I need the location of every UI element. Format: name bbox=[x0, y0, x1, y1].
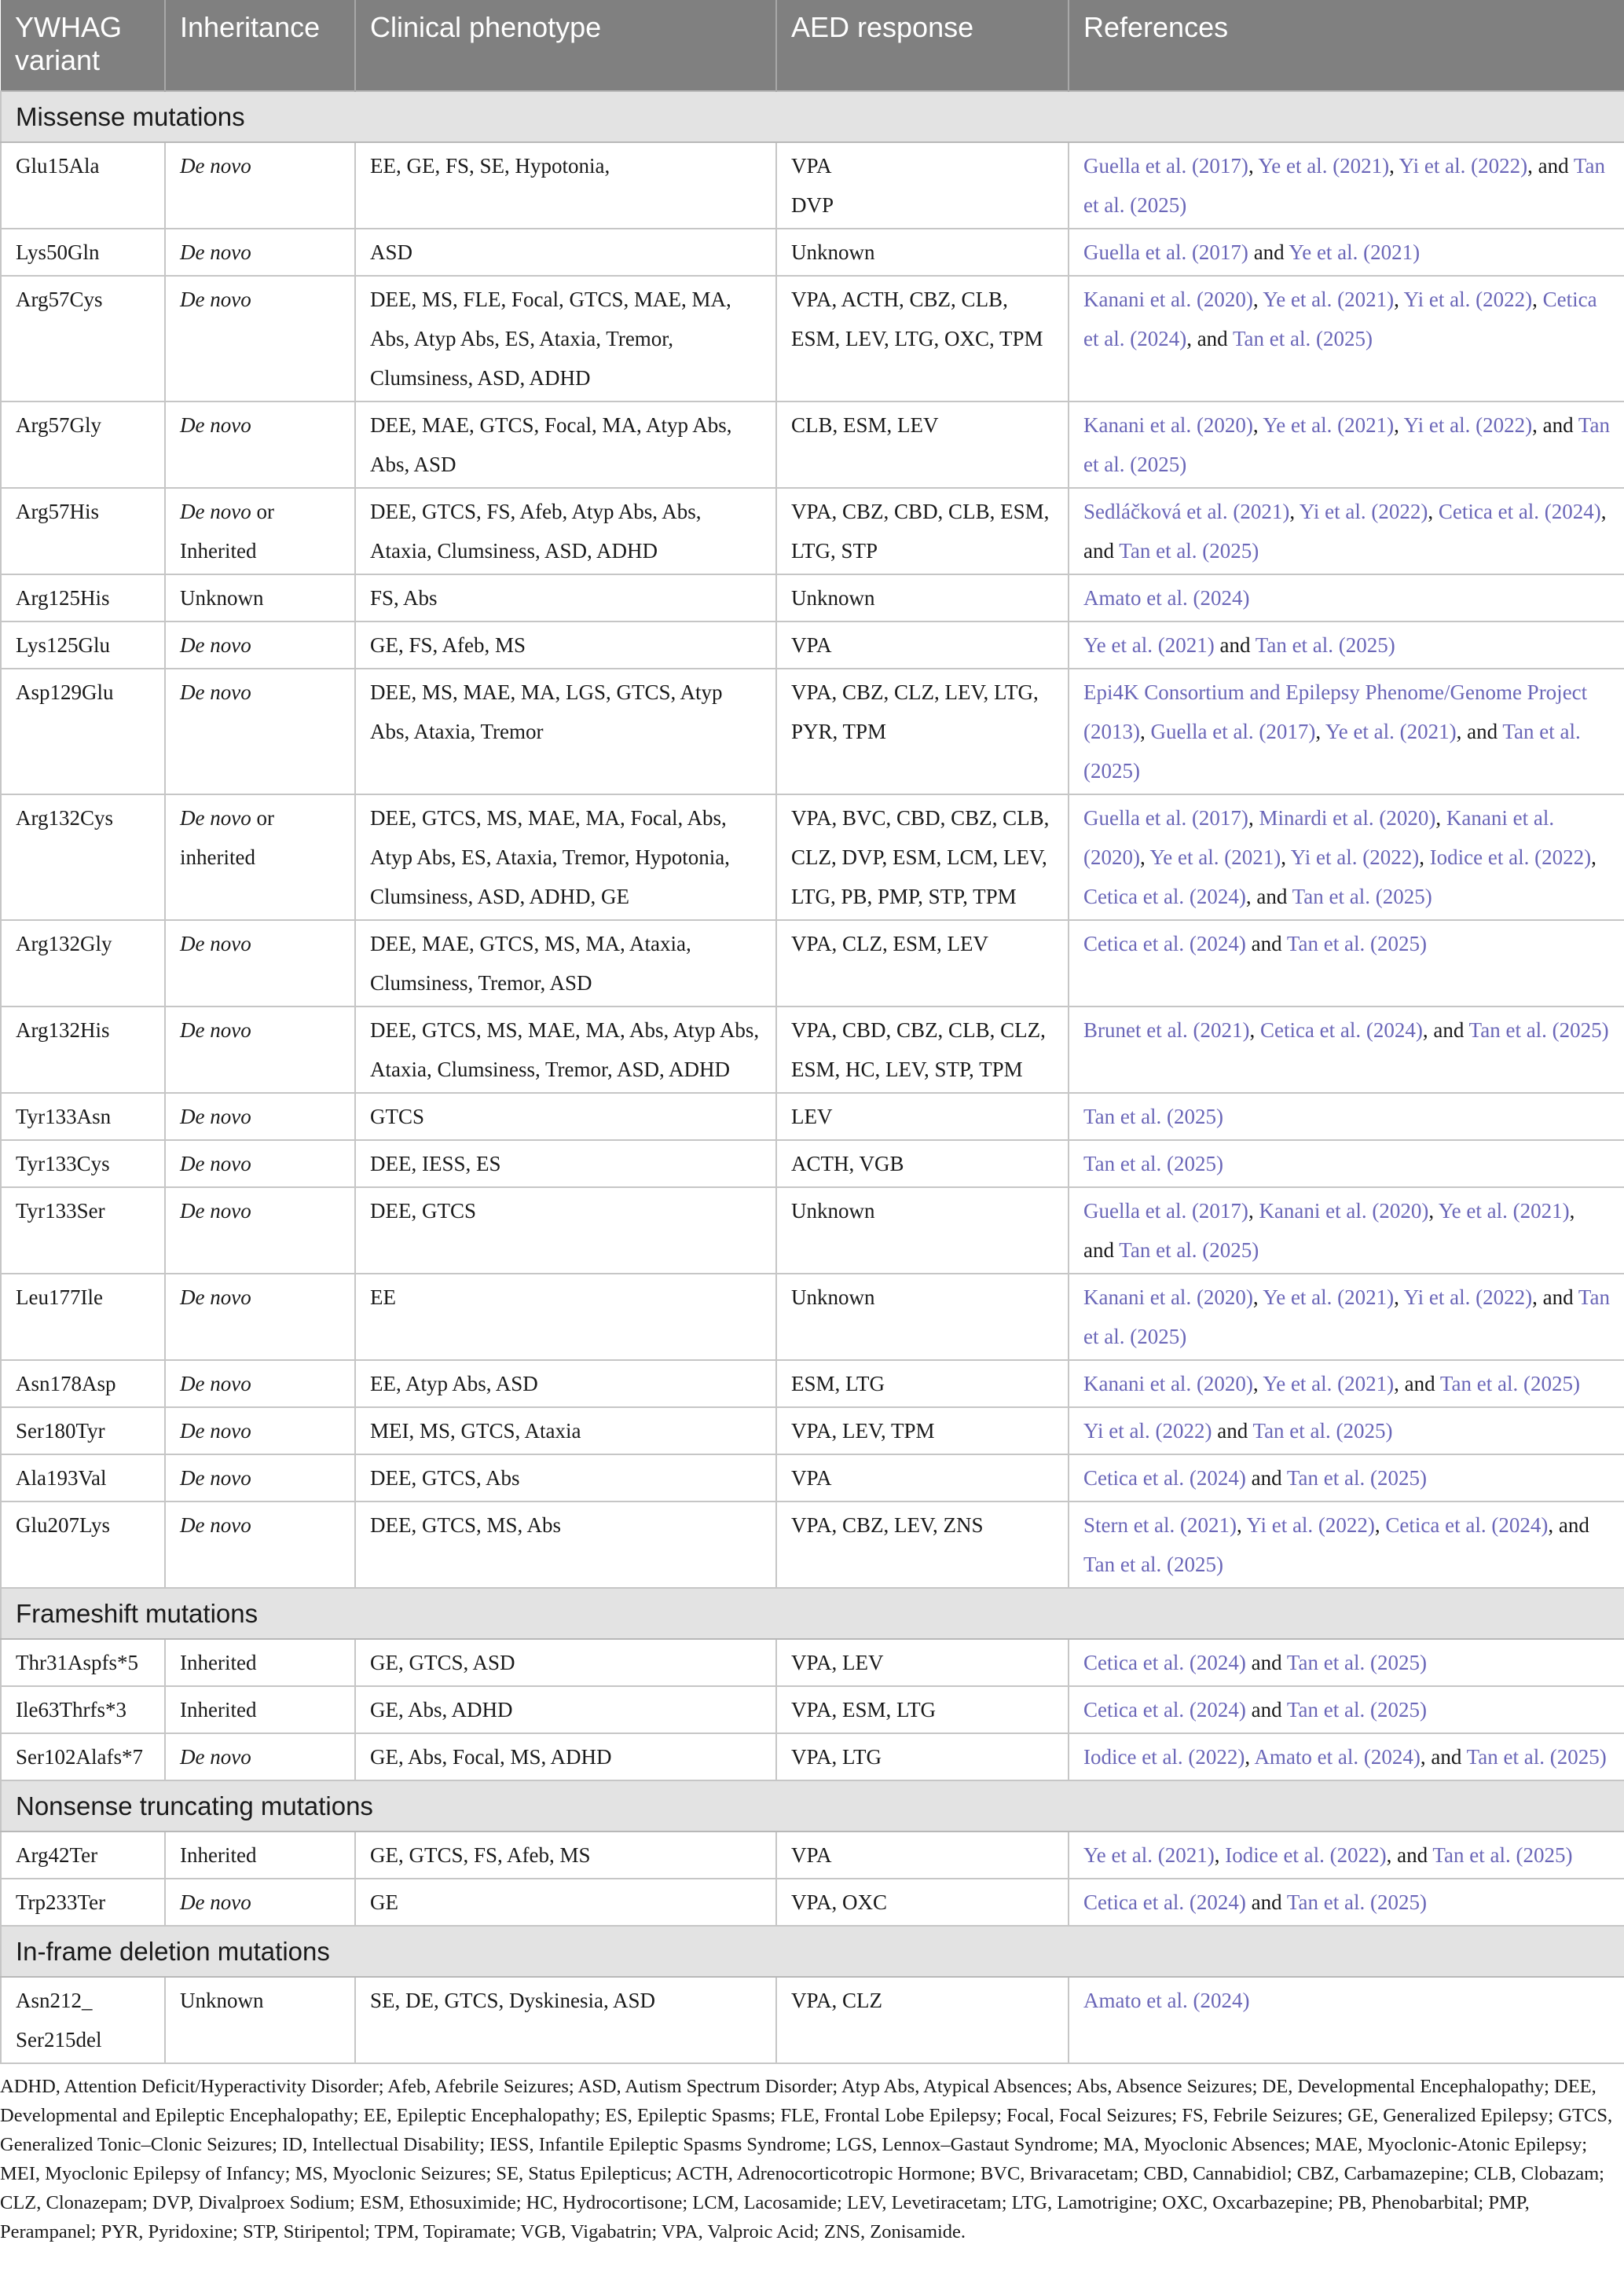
section-row bbox=[1, 91, 1624, 142]
reference-link[interactable]: Yi et al. (2022) bbox=[1403, 288, 1533, 311]
reference-separator: , bbox=[1249, 1018, 1260, 1042]
reference-separator: , bbox=[1139, 845, 1150, 869]
table-row bbox=[1, 402, 1624, 488]
table-row bbox=[1, 574, 1624, 622]
variant-cell: Tyr133Cys bbox=[1, 1140, 165, 1187]
reference-link[interactable]: Kanani et al. (2020) bbox=[1083, 806, 1555, 869]
reference-link[interactable]: Tan et al. (2025) bbox=[1466, 1745, 1607, 1769]
reference-separator: , bbox=[1252, 413, 1263, 437]
variant-cell: Arg125His bbox=[1, 574, 165, 622]
reference-separator: , bbox=[1419, 845, 1430, 869]
reference-separator: , and bbox=[1245, 885, 1292, 908]
reference-separator: and bbox=[1248, 240, 1289, 264]
reference-separator: , and bbox=[1527, 154, 1574, 178]
phenotype-cell: GE bbox=[355, 1879, 776, 1926]
section-row bbox=[1, 1926, 1624, 1977]
phenotype-cell: EE bbox=[355, 1274, 776, 1360]
reference-link[interactable]: Cetica et al. (2024) bbox=[1083, 1466, 1246, 1490]
phenotype-cell: DEE, GTCS, FS, Afeb, Atyp Abs, Abs, Ataxia, Clumsiness, ASD, ADHD bbox=[355, 488, 776, 574]
reference-separator: , and bbox=[1422, 1018, 1469, 1042]
aed-response-cell: VPA, CLZ, ESM, LEV bbox=[776, 920, 1069, 1006]
reference-link[interactable]: Stern et al. (2021) bbox=[1083, 1513, 1237, 1537]
table-row bbox=[1, 1832, 1624, 1879]
reference-separator: and bbox=[1245, 932, 1287, 955]
inheritance-cell: De novo bbox=[165, 1006, 355, 1093]
phenotype-cell: SE, DE, GTCS, Dyskinesia, ASD bbox=[355, 1977, 776, 2063]
reference-link[interactable]: Tan et al. (2025) bbox=[1468, 1018, 1609, 1042]
variant-cell: Arg57Cys bbox=[1, 276, 165, 402]
reference-link[interactable]: Cetica et al. (2024) bbox=[1385, 1513, 1549, 1537]
inheritance-cell: De novo bbox=[165, 142, 355, 229]
reference-link[interactable]: Tan et al. (2025) bbox=[1083, 413, 1610, 476]
references-cell bbox=[1069, 669, 1624, 794]
reference-link[interactable]: Tan et al. (2025) bbox=[1292, 885, 1432, 908]
reference-link[interactable]: Yi et al. (2022) bbox=[1403, 1285, 1533, 1309]
aed-response-cell: VPA, BVC, CBD, CBZ, CLB, CLZ, DVP, ESM, LCM, LEV, LTG, PB, PMP, STP, TPM bbox=[776, 794, 1069, 920]
reference-link[interactable]: Ye et al. (2021) bbox=[1263, 288, 1395, 311]
table-row bbox=[1, 669, 1624, 794]
reference-link[interactable]: Ye et al. (2021) bbox=[1149, 845, 1281, 869]
inheritance-cell: De novo bbox=[165, 1733, 355, 1780]
reference-link[interactable]: Amato et al. (2024) bbox=[1083, 586, 1250, 610]
reference-separator: , and bbox=[1186, 327, 1233, 350]
reference-link[interactable]: Cetica et al. (2024) bbox=[1083, 288, 1597, 350]
table-row bbox=[1, 1502, 1624, 1588]
aed-response-cell: ACTH, VGB bbox=[776, 1140, 1069, 1187]
reference-link[interactable]: Tan et al. (2025) bbox=[1286, 1651, 1427, 1674]
reference-separator: , and bbox=[1386, 1843, 1433, 1867]
aed-response-cell: CLB, ESM, LEV bbox=[776, 402, 1069, 488]
inheritance-cell: De novo bbox=[165, 1502, 355, 1588]
reference-link[interactable]: Tan et al. (2025) bbox=[1083, 1152, 1224, 1175]
table-body bbox=[1, 91, 1624, 2063]
inheritance-cell: De novo bbox=[165, 229, 355, 276]
reference-separator: , bbox=[1139, 720, 1151, 743]
table-row bbox=[1, 142, 1624, 229]
reference-separator: , bbox=[1394, 413, 1404, 437]
table-row bbox=[1, 794, 1624, 920]
reference-link[interactable]: Epi4K Consortium and Epilepsy Phenome/Genome Project (2013) bbox=[1083, 680, 1588, 743]
reference-separator: , and bbox=[1394, 1372, 1440, 1395]
reference-link[interactable]: Tan et al. (2025) bbox=[1286, 1698, 1427, 1722]
reference-link[interactable]: Tan et al. (2025) bbox=[1083, 154, 1605, 217]
reference-link[interactable]: Tan et al. (2025) bbox=[1232, 327, 1373, 350]
inheritance-italic: De novo bbox=[180, 500, 251, 523]
inheritance-cell: De novo or Inherited bbox=[165, 488, 355, 574]
reference-separator: , bbox=[1248, 1199, 1259, 1223]
inheritance-cell: De novo bbox=[165, 276, 355, 402]
table-row bbox=[1, 1977, 1624, 2063]
reference-separator: , bbox=[1532, 288, 1543, 311]
aed-response-cell: VPA bbox=[776, 1454, 1069, 1502]
reference-separator: , and bbox=[1532, 1285, 1578, 1309]
reference-separator: and bbox=[1214, 633, 1256, 657]
reference-separator: , and bbox=[1083, 500, 1607, 563]
phenotype-cell: DEE, MAE, GTCS, Focal, MA, Atyp Abs, Abs, ASD bbox=[355, 402, 776, 488]
reference-separator: , and bbox=[1456, 720, 1503, 743]
table-row bbox=[1, 1454, 1624, 1502]
aed-response-cell: VPA, LTG bbox=[776, 1733, 1069, 1780]
header-variant: YWHAG variant bbox=[1, 0, 165, 91]
table-row bbox=[1, 1733, 1624, 1780]
phenotype-cell: DEE, GTCS, Abs bbox=[355, 1454, 776, 1502]
references-cell bbox=[1069, 794, 1624, 920]
references-cell bbox=[1069, 1832, 1624, 1879]
reference-separator: and bbox=[1245, 1698, 1287, 1722]
reference-link[interactable]: Kanani et al. (2020) bbox=[1083, 1372, 1253, 1395]
reference-link[interactable]: Tan et al. (2025) bbox=[1255, 633, 1395, 657]
inheritance-cell: Unknown bbox=[165, 574, 355, 622]
reference-link[interactable]: Iodice et al. (2022) bbox=[1225, 1843, 1387, 1867]
phenotype-cell: GTCS bbox=[355, 1093, 776, 1140]
inheritance-cell: Inherited bbox=[165, 1639, 355, 1686]
reference-separator: , bbox=[1394, 288, 1404, 311]
aed-response-cell: VPA, CBZ, CLZ, LEV, LTG, PYR, TPM bbox=[776, 669, 1069, 794]
phenotype-cell: DEE, IESS, ES bbox=[355, 1140, 776, 1187]
reference-separator: and bbox=[1245, 1890, 1287, 1914]
reference-separator: , bbox=[1252, 288, 1263, 311]
table-row bbox=[1, 1407, 1624, 1454]
phenotype-cell: GE, Abs, ADHD bbox=[355, 1686, 776, 1733]
table-row bbox=[1, 1140, 1624, 1187]
phenotype-cell: ASD bbox=[355, 229, 776, 276]
reference-separator: , bbox=[1245, 1745, 1255, 1769]
aed-response-cell: VPA, ACTH, CBZ, CLB, ESM, LEV, LTG, OXC, TPM bbox=[776, 276, 1069, 402]
aed-response-cell: VPA, LEV bbox=[776, 1639, 1069, 1686]
table-row bbox=[1, 488, 1624, 574]
inheritance-cell: De novo bbox=[165, 669, 355, 794]
variant-cell: Arg132Gly bbox=[1, 920, 165, 1006]
reference-link[interactable]: Ye et al. (2021) bbox=[1083, 1843, 1215, 1867]
aed-response-cell: Unknown bbox=[776, 574, 1069, 622]
reference-link[interactable]: Cetica et al. (2024) bbox=[1083, 1698, 1246, 1722]
reference-separator: , and bbox=[1548, 1513, 1589, 1537]
reference-link[interactable]: Tan et al. (2025) bbox=[1083, 1553, 1224, 1576]
references-cell bbox=[1069, 488, 1624, 574]
reference-separator: , bbox=[1374, 1513, 1386, 1537]
table-row bbox=[1, 920, 1624, 1006]
table-footnote: ADHD, Attention Deficit/Hyperactivity Disorder; Afeb, Afebrile Seizures; ASD, Autism Spectrum Disorder; Atyp Abs, Atypical Absences; Abs, Absence Seizures; DE, Developmental Encephalopathy; DEE, Developmental and Epileptic Encephalopathy; EE, Epileptic Encephalopathy; ES, Epileptic Spasms; FLE, Frontal Lobe Epilepsy; Focal, Focal Seizures; FS, Febrile Seizures; GE, Generalized Epilepsy; GTCS, Generalized Tonic–Clonic Seizures; ID, Intellectual Disability; IESS, Infantile Epileptic Spasms Syndrome; LGS, Lennox–Gastaut Syndrome; MA, Myoclonic Absences; MAE, Myoclonic-Atonic Epilepsy; MEI, Myoclonic Epilepsy of Infancy; MS, Myoclonic Seizures; SE, Status Epilepticus; ACTH, Adrenocorticotropic Hormone; BVC, Brivaracetam; CBD, Cannabidiol; CBZ, Carbamazepine; CLB, Clobazam; CLZ, Clonazepam; DVP, Divalproex Sodium; ESM, Ethosuximide; HC, Hydrocortisone; LCM, Lacosamide; LEV, Levetiracetam; LTG, Lamotrigine; OXC, Oxcarbazepine; PB, Phenobarbital; PMP, Perampanel; PYR, Pyridoxine; STP, Stiripentol; TPM, Topiramate; VGB, Vigabatrin; VPA, Valproic Acid; ZNS, Zonisamide. bbox=[0, 2076, 1613, 2242]
reference-link[interactable]: Ye et al. (2021) bbox=[1263, 1372, 1395, 1395]
phenotype-cell: DEE, MS, MAE, MA, LGS, GTCS, Atyp Abs, Ataxia, Tremor bbox=[355, 669, 776, 794]
phenotype-cell: DEE, GTCS, MS, Abs bbox=[355, 1502, 776, 1588]
reference-link[interactable]: Sedláčková et al. (2021) bbox=[1083, 500, 1290, 523]
phenotype-cell: GE, Abs, Focal, MS, ADHD bbox=[355, 1733, 776, 1780]
reference-separator: , bbox=[1428, 500, 1439, 523]
reference-separator: , and bbox=[1420, 1745, 1467, 1769]
reference-link[interactable]: Guella et al. (2017) bbox=[1083, 806, 1248, 830]
variant-cell: Lys125Glu bbox=[1, 622, 165, 669]
aed-response-cell: VPA, CLZ bbox=[776, 1977, 1069, 2063]
reference-separator: , bbox=[1389, 154, 1399, 178]
references-cell bbox=[1069, 622, 1624, 669]
reference-link[interactable]: Ye et al. (2021) bbox=[1263, 1285, 1395, 1309]
reference-separator: , bbox=[1252, 1285, 1263, 1309]
reference-separator: , bbox=[1281, 845, 1291, 869]
variant-cell: Trp233Ter bbox=[1, 1879, 165, 1926]
references-cell bbox=[1069, 1733, 1624, 1780]
variant-cell: Ile63Thrfs*3 bbox=[1, 1686, 165, 1733]
inheritance-cell: De novo bbox=[165, 920, 355, 1006]
variant-cell: Leu177Ile bbox=[1, 1274, 165, 1360]
aed-response-cell: LEV bbox=[776, 1093, 1069, 1140]
reference-link[interactable]: Iodice et al. (2022) bbox=[1429, 845, 1592, 869]
variant-cell: Ala193Val bbox=[1, 1454, 165, 1502]
reference-link[interactable]: Ye et al. (2021) bbox=[1325, 720, 1457, 743]
table-row bbox=[1, 1274, 1624, 1360]
aed-response-cell: VPA, CBZ, CBD, CLB, ESM, LTG, STP bbox=[776, 488, 1069, 574]
aed-response-cell: VPA, CBD, CBZ, CLB, CLZ, ESM, HC, LEV, STP, TPM bbox=[776, 1006, 1069, 1093]
table-row bbox=[1, 1360, 1624, 1407]
header-phenotype: Clinical phenotype bbox=[355, 0, 776, 91]
variant-cell: Asp129Glu bbox=[1, 669, 165, 794]
reference-link[interactable]: Brunet et al. (2021) bbox=[1083, 1018, 1250, 1042]
table-row bbox=[1, 1187, 1624, 1274]
reference-link[interactable]: Guella et al. (2017) bbox=[1150, 720, 1316, 743]
phenotype-cell: MEI, MS, GTCS, Ataxia bbox=[355, 1407, 776, 1454]
reference-link[interactable]: Kanani et al. (2020) bbox=[1259, 1199, 1429, 1223]
variant-cell: Tyr133Ser bbox=[1, 1187, 165, 1274]
variant-cell: Lys50Gln bbox=[1, 229, 165, 276]
variant-cell: Arg57His bbox=[1, 488, 165, 574]
reference-link[interactable]: Guella et al. (2017) bbox=[1083, 240, 1248, 264]
reference-link[interactable]: Tan et al. (2025) bbox=[1286, 932, 1427, 955]
variant-cell: Arg57Gly bbox=[1, 402, 165, 488]
reference-link[interactable]: Tan et al. (2025) bbox=[1119, 1238, 1259, 1262]
reference-link[interactable]: Cetica et al. (2024) bbox=[1438, 500, 1601, 523]
reference-link[interactable]: Ye et al. (2021) bbox=[1438, 1199, 1570, 1223]
reference-link[interactable]: Ye et al. (2021) bbox=[1258, 154, 1390, 178]
aed-response-cell: VPA bbox=[776, 622, 1069, 669]
reference-separator: , and bbox=[1083, 1199, 1575, 1262]
reference-separator: , bbox=[1428, 1199, 1439, 1223]
table-row bbox=[1, 1686, 1624, 1733]
section-title: Frameshift mutations bbox=[1, 1588, 1624, 1639]
variant-cell: Asn178Asp bbox=[1, 1360, 165, 1407]
reference-link[interactable]: Guella et al. (2017) bbox=[1083, 154, 1248, 178]
aed-response-cell: VPA, ESM, LTG bbox=[776, 1686, 1069, 1733]
reference-link[interactable]: Amato et al. (2024) bbox=[1083, 1989, 1250, 2012]
reference-separator: , bbox=[1315, 720, 1325, 743]
reference-separator: and bbox=[1245, 1651, 1287, 1674]
header-row bbox=[1, 0, 1624, 91]
reference-link[interactable]: Tan et al. (2025) bbox=[1432, 1843, 1573, 1867]
reference-link[interactable]: Cetica et al. (2024) bbox=[1083, 1890, 1246, 1914]
reference-link[interactable]: Kanani et al. (2020) bbox=[1083, 288, 1253, 311]
reference-link[interactable]: Ye et al. (2021) bbox=[1289, 240, 1421, 264]
table-row bbox=[1, 229, 1624, 276]
phenotype-cell: FS, Abs bbox=[355, 574, 776, 622]
references-cell bbox=[1069, 574, 1624, 622]
reference-link[interactable]: Guella et al. (2017) bbox=[1083, 1199, 1248, 1223]
inheritance-cell: De novo bbox=[165, 622, 355, 669]
section-row bbox=[1, 1780, 1624, 1832]
reference-link[interactable]: Yi et al. (2022) bbox=[1299, 500, 1428, 523]
table-row bbox=[1, 1639, 1624, 1686]
inheritance-cell: De novo bbox=[165, 1879, 355, 1926]
reference-separator: , bbox=[1591, 845, 1597, 869]
aed-response-cell: VPA, OXC bbox=[776, 1879, 1069, 1926]
references-cell bbox=[1069, 1977, 1624, 2063]
reference-link[interactable]: Yi et al. (2022) bbox=[1246, 1513, 1375, 1537]
phenotype-cell: DEE, GTCS, MS, MAE, MA, Abs, Atyp Abs, Ataxia, Clumsiness, Tremor, ASD, ADHD bbox=[355, 1006, 776, 1093]
section-row bbox=[1, 1588, 1624, 1639]
reference-separator: , bbox=[1236, 1513, 1247, 1537]
phenotype-cell: DEE, MAE, GTCS, MS, MA, Ataxia, Clumsiness, Tremor, ASD bbox=[355, 920, 776, 1006]
reference-separator: and bbox=[1212, 1419, 1253, 1443]
references-cell bbox=[1069, 1407, 1624, 1454]
inheritance-cell: De novo bbox=[165, 1274, 355, 1360]
reference-link[interactable]: Tan et al. (2025) bbox=[1083, 720, 1581, 783]
reference-link[interactable]: Cetica et al. (2024) bbox=[1083, 1651, 1246, 1674]
references-cell bbox=[1069, 1360, 1624, 1407]
aed-response-cell: VPA, LEV, TPM bbox=[776, 1407, 1069, 1454]
references-cell bbox=[1069, 1454, 1624, 1502]
phenotype-cell: DEE, MS, FLE, Focal, GTCS, MAE, MA, Abs, Atyp Abs, ES, Ataxia, Tremor, Clumsiness, ASD, ADHD bbox=[355, 276, 776, 402]
aed-response-cell: VPA DVP bbox=[776, 142, 1069, 229]
references-cell bbox=[1069, 1006, 1624, 1093]
reference-link[interactable]: Ye et al. (2021) bbox=[1263, 413, 1395, 437]
variant-cell: Asn212_ Ser215del bbox=[1, 1977, 165, 2063]
inheritance-cell: Unknown bbox=[165, 1977, 355, 2063]
inheritance-cell: De novo bbox=[165, 1140, 355, 1187]
reference-link[interactable]: Iodice et al. (2022) bbox=[1083, 1745, 1245, 1769]
variant-cell: Glu207Lys bbox=[1, 1502, 165, 1588]
inheritance-cell: Inherited bbox=[165, 1832, 355, 1879]
references-cell bbox=[1069, 142, 1624, 229]
references-cell bbox=[1069, 402, 1624, 488]
header-aed-response: AED response bbox=[776, 0, 1069, 91]
reference-separator: , bbox=[1435, 806, 1446, 830]
phenotype-cell: EE, GE, FS, SE, Hypotonia, bbox=[355, 142, 776, 229]
phenotype-cell: DEE, GTCS, MS, MAE, MA, Focal, Abs, Atyp Abs, ES, Ataxia, Tremor, Hypotonia, Clumsiness, ASD, ADHD, GE bbox=[355, 794, 776, 920]
inheritance-italic: De novo bbox=[180, 806, 251, 830]
references-cell bbox=[1069, 1879, 1624, 1926]
inheritance-cell: De novo bbox=[165, 1454, 355, 1502]
table-row bbox=[1, 1006, 1624, 1093]
variant-cell: Arg132His bbox=[1, 1006, 165, 1093]
header-inheritance: Inheritance bbox=[165, 0, 355, 91]
reference-link[interactable]: Cetica et al. (2024) bbox=[1259, 1018, 1423, 1042]
reference-link[interactable]: Tan et al. (2025) bbox=[1252, 1419, 1393, 1443]
reference-link[interactable]: Yi et al. (2022) bbox=[1403, 413, 1533, 437]
reference-link[interactable]: Cetica et al. (2024) bbox=[1083, 885, 1246, 908]
variant-cell: Arg42Ter bbox=[1, 1832, 165, 1879]
section-title: In-frame deletion mutations bbox=[1, 1926, 1624, 1977]
phenotype-cell: GE, GTCS, FS, Afeb, MS bbox=[355, 1832, 776, 1879]
reference-link[interactable]: Tan et al. (2025) bbox=[1119, 539, 1259, 563]
table-row bbox=[1, 1879, 1624, 1926]
aed-response-cell: Unknown bbox=[776, 1187, 1069, 1274]
variant-cell: Ser102Alafs*7 bbox=[1, 1733, 165, 1780]
reference-link[interactable]: Ye et al. (2021) bbox=[1083, 633, 1215, 657]
reference-link[interactable]: Minardi et al. (2020) bbox=[1259, 806, 1436, 830]
reference-separator: and bbox=[1245, 1466, 1287, 1490]
variant-cell: Ser180Tyr bbox=[1, 1407, 165, 1454]
section-title: Missense mutations bbox=[1, 91, 1624, 142]
variant-cell: Thr31Aspfs*5 bbox=[1, 1639, 165, 1686]
aed-response-cell: Unknown bbox=[776, 229, 1069, 276]
header-references: References bbox=[1069, 0, 1624, 91]
inheritance-cell: De novo bbox=[165, 1093, 355, 1140]
aed-response-cell: ESM, LTG bbox=[776, 1360, 1069, 1407]
reference-link[interactable]: Yi et al. (2022) bbox=[1399, 154, 1528, 178]
references-cell bbox=[1069, 1686, 1624, 1733]
table-row bbox=[1, 1093, 1624, 1140]
references-cell bbox=[1069, 1140, 1624, 1187]
phenotype-cell: DEE, GTCS bbox=[355, 1187, 776, 1274]
reference-link[interactable]: Amato et al. (2024) bbox=[1254, 1745, 1421, 1769]
reference-link[interactable]: Kanani et al. (2020) bbox=[1083, 413, 1253, 437]
phenotype-cell: GE, GTCS, ASD bbox=[355, 1639, 776, 1686]
aed-response-cell: Unknown bbox=[776, 1274, 1069, 1360]
variant-cell: Glu15Ala bbox=[1, 142, 165, 229]
reference-link[interactable]: Cetica et al. (2024) bbox=[1083, 932, 1246, 955]
references-cell bbox=[1069, 276, 1624, 402]
references-cell bbox=[1069, 1093, 1624, 1140]
variant-cell: Arg132Cys bbox=[1, 794, 165, 920]
reference-separator: , bbox=[1394, 1285, 1404, 1309]
phenotype-cell: EE, Atyp Abs, ASD bbox=[355, 1360, 776, 1407]
table-row bbox=[1, 276, 1624, 402]
reference-link[interactable]: Kanani et al. (2020) bbox=[1083, 1285, 1253, 1309]
reference-separator: , bbox=[1248, 806, 1259, 830]
references-cell bbox=[1069, 229, 1624, 276]
reference-separator: , bbox=[1289, 500, 1300, 523]
references-cell bbox=[1069, 1502, 1624, 1588]
table-row bbox=[1, 622, 1624, 669]
reference-separator: , and bbox=[1532, 413, 1578, 437]
reference-separator: , bbox=[1214, 1843, 1226, 1867]
reference-link[interactable]: Yi et al. (2022) bbox=[1290, 845, 1420, 869]
references-cell bbox=[1069, 1187, 1624, 1274]
inheritance-cell: De novo or inherited bbox=[165, 794, 355, 920]
reference-link[interactable]: Tan et al. (2025) bbox=[1286, 1466, 1427, 1490]
references-cell bbox=[1069, 1274, 1624, 1360]
references-cell bbox=[1069, 920, 1624, 1006]
section-title: Nonsense truncating mutations bbox=[1, 1780, 1624, 1832]
reference-separator: , bbox=[1248, 154, 1259, 178]
aed-response-cell: VPA bbox=[776, 1832, 1069, 1879]
reference-link[interactable]: Tan et al. (2025) bbox=[1439, 1372, 1580, 1395]
inheritance-cell: De novo bbox=[165, 1187, 355, 1274]
reference-separator: , bbox=[1252, 1372, 1263, 1395]
reference-link[interactable]: Tan et al. (2025) bbox=[1083, 1285, 1610, 1348]
inheritance-cell: De novo bbox=[165, 1360, 355, 1407]
inheritance-cell: De novo bbox=[165, 402, 355, 488]
aed-response-cell: VPA, CBZ, LEV, ZNS bbox=[776, 1502, 1069, 1588]
reference-link[interactable]: Yi et al. (2022) bbox=[1083, 1419, 1212, 1443]
inheritance-cell: De novo bbox=[165, 1407, 355, 1454]
inheritance-cell: Inherited bbox=[165, 1686, 355, 1733]
phenotype-cell: GE, FS, Afeb, MS bbox=[355, 622, 776, 669]
references-cell bbox=[1069, 1639, 1624, 1686]
variant-cell: Tyr133Asn bbox=[1, 1093, 165, 1140]
reference-link[interactable]: Tan et al. (2025) bbox=[1286, 1890, 1427, 1914]
reference-link[interactable]: Tan et al. (2025) bbox=[1083, 1105, 1224, 1128]
